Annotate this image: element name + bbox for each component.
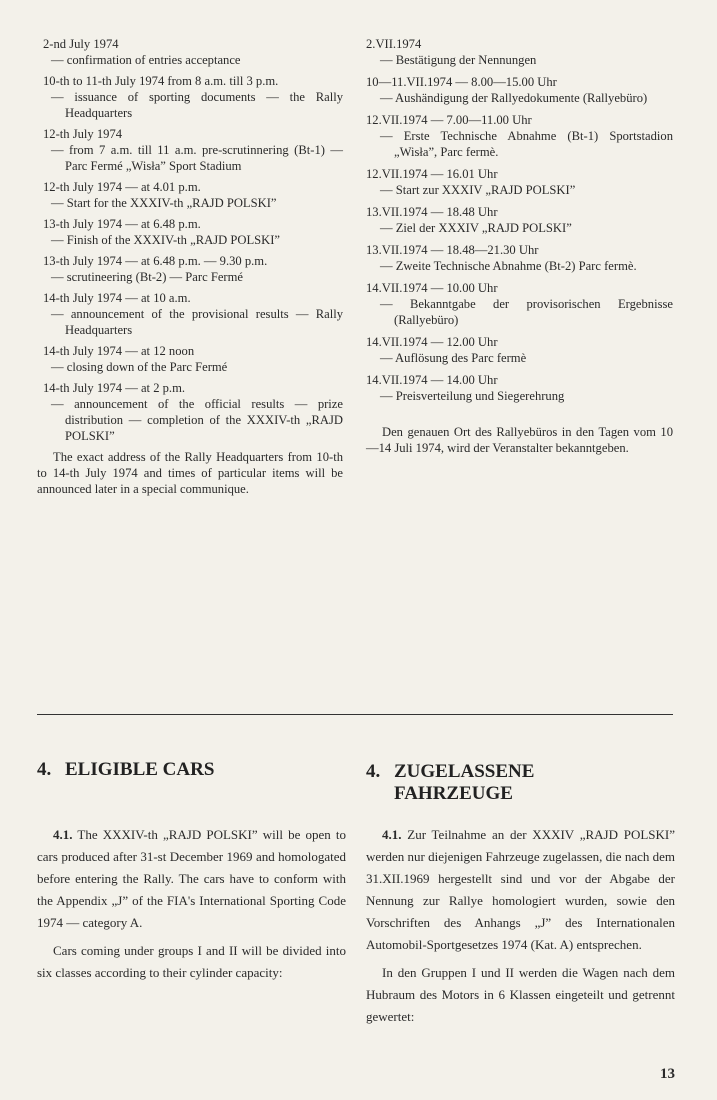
- section-title-line2: FAHRZEUGE: [394, 783, 513, 804]
- schedule-date: 13.VII.1974 — 18.48—21.30 Uhr: [366, 243, 539, 257]
- schedule-item: [37, 253, 343, 285]
- paragraph-text: The XXXIV-th „RAJD POLSKI” will be open to cars produced after 31-st December 1969 and homologated before entering the Rally. The cars have to conform with the Appendix „J” of the FIA's International Sporting Code 1974 — category A.: [37, 827, 346, 930]
- section-title-line1: ZUGELASSENE: [394, 761, 535, 782]
- schedule-date: 12-th July 1974 — at 4.01 p.m.: [43, 180, 201, 194]
- schedule-date: 12-th July 1974: [43, 127, 123, 141]
- schedule-date: 10-th to 11-th July 1974 from 8 a.m. till 3 p.m.: [43, 74, 279, 88]
- schedule-desc: — announcement of the provisional results — Rally Headquarters: [51, 307, 343, 337]
- schedule-item: [366, 204, 673, 236]
- schedule-date: 14-th July 1974 — at 2 p.m.: [43, 381, 186, 395]
- schedule-desc: — closing down of the Parc Fermé: [51, 360, 228, 374]
- schedule-date: 2.VII.1974: [366, 37, 422, 51]
- schedule-date: 14.VII.1974 — 12.00 Uhr: [366, 335, 498, 349]
- schedule-item: [37, 179, 343, 211]
- schedule-desc: — Preisverteilung und Siegerehrung: [380, 389, 565, 403]
- schedule-date: 13.VII.1974 — 18.48 Uhr: [366, 205, 498, 219]
- schedule-item: [37, 343, 343, 375]
- section-heading-english: [37, 759, 337, 781]
- schedule-item: [37, 380, 343, 444]
- paragraph-text: Zur Teilnahme an der XXXIV „RAJD POLSKI” werden nur diejenigen Fahrzeuge zugelassen, die nach dem 31.XII.1969 hergestellt sind und vor der Abgabe der Nennung zur Rallye homologiert wurden, sowie den Vorschriften des Anhangs „J” des Internationalen Automobil-Sportgesetzes 1974 (Kat. A) entsprechen.: [366, 827, 675, 952]
- clause-number: 4.1.: [382, 827, 402, 842]
- schedule-item: [366, 334, 673, 366]
- schedule-desc: — Erste Technische Abnahme (Bt-1) Sportstadion „Wisła”, Parc fermè.: [380, 129, 673, 159]
- section-number: 4.: [37, 759, 52, 780]
- schedule-date: 13-th July 1974 — at 6.48 p.m.: [43, 217, 201, 231]
- section-number: 4.: [366, 761, 381, 782]
- schedule-item: [366, 74, 673, 106]
- paragraph: Cars coming under groups I and II will be divided into six classes according to their cylinder capacity:: [37, 943, 346, 980]
- schedule-desc: — Bekanntgabe der provisorischen Ergebnisse (Rallyebüro): [380, 297, 673, 327]
- schedule-desc: — Start for the XXXIV-th „RAJD POLSKI”: [51, 196, 277, 210]
- schedule-item: [366, 372, 673, 404]
- schedule-item: [37, 36, 343, 68]
- schedule-german: [366, 36, 673, 456]
- schedule-item: [366, 166, 673, 198]
- schedule-desc: — Aushändigung der Rallyedokumente (Rallyebüro): [380, 91, 648, 105]
- section-title: ELIGIBLE CARS: [65, 759, 215, 780]
- paragraph: [37, 824, 346, 934]
- eligible-cars-english: [37, 824, 346, 990]
- schedule-item: [366, 112, 673, 160]
- schedule-date: 14-th July 1974 — at 12 noon: [43, 344, 195, 358]
- schedule-date: 10—11.VII.1974 — 8.00—15.00 Uhr: [366, 75, 557, 89]
- schedule-date: 14-th July 1974 — at 10 a.m.: [43, 291, 191, 305]
- schedule-desc: — scrutineering (Bt-2) — Parc Fermé: [51, 270, 243, 284]
- schedule-desc: — announcement of the official results — prize distribution — completion of the XXXIV-th „RAJD POLSKI”: [51, 397, 343, 443]
- schedule-desc: — Zweite Technische Abnahme (Bt-2) Parc fermè.: [380, 259, 637, 273]
- schedule-item: [366, 242, 673, 274]
- paragraph: In den Gruppen I und II werden die Wagen nach dem Hubraum des Motors in 6 Klassen eingeteilt und getrennt gewertet:: [366, 965, 675, 1024]
- schedule-date: 14.VII.1974 — 10.00 Uhr: [366, 281, 498, 295]
- paragraph: [366, 824, 675, 956]
- section-heading-german: [366, 761, 676, 805]
- schedule-desc: — confirmation of entries acceptance: [51, 53, 241, 67]
- schedule-note: Den genauen Ort des Rallyebüros in den Tagen vom 10—14 Juli 1974, wird der Veranstalter bekanntgeben.: [366, 425, 673, 455]
- schedule-date: 14.VII.1974 — 14.00 Uhr: [366, 373, 498, 387]
- eligible-cars-german: [366, 824, 675, 1034]
- schedule-date: 2-nd July 1974: [43, 37, 119, 51]
- schedule-desc: — Auflösung des Parc fermè: [380, 351, 527, 365]
- schedule-item: [366, 36, 673, 68]
- section-divider: [37, 714, 673, 715]
- schedule-desc: — issuance of sporting documents — the Rally Headquarters: [51, 90, 343, 120]
- clause-number: 4.1.: [53, 827, 73, 842]
- page-number: 13: [660, 1066, 675, 1082]
- schedule-desc: — from 7 a.m. till 11 a.m. pre-scrutinnering (Bt-1) — Parc Fermé „Wisła” Sport Stadium: [51, 143, 343, 173]
- schedule-desc: — Bestätigung der Nennungen: [380, 53, 537, 67]
- schedule-date: 12.VII.1974 — 7.00—11.00 Uhr: [366, 113, 532, 127]
- schedule-english: [37, 36, 343, 497]
- schedule-date: 13-th July 1974 — at 6.48 p.m. — 9.30 p.m.: [43, 254, 268, 268]
- schedule-item: [37, 216, 343, 248]
- schedule-item: [37, 290, 343, 338]
- schedule-item: [366, 280, 673, 328]
- schedule-desc: — Finish of the XXXIV-th „RAJD POLSKI”: [51, 233, 281, 247]
- schedule-item: [37, 126, 343, 174]
- schedule-note: The exact address of the Rally Headquarters from 10-th to 14-th July 1974 and times of particular items will be announced later in a special communique.: [37, 450, 343, 496]
- schedule-desc: — Ziel der XXXIV „RAJD POLSKI”: [380, 221, 572, 235]
- schedule-date: 12.VII.1974 — 16.01 Uhr: [366, 167, 498, 181]
- schedule-item: [37, 73, 343, 121]
- schedule-desc: — Start zur XXXIV „RAJD POLSKI”: [380, 183, 576, 197]
